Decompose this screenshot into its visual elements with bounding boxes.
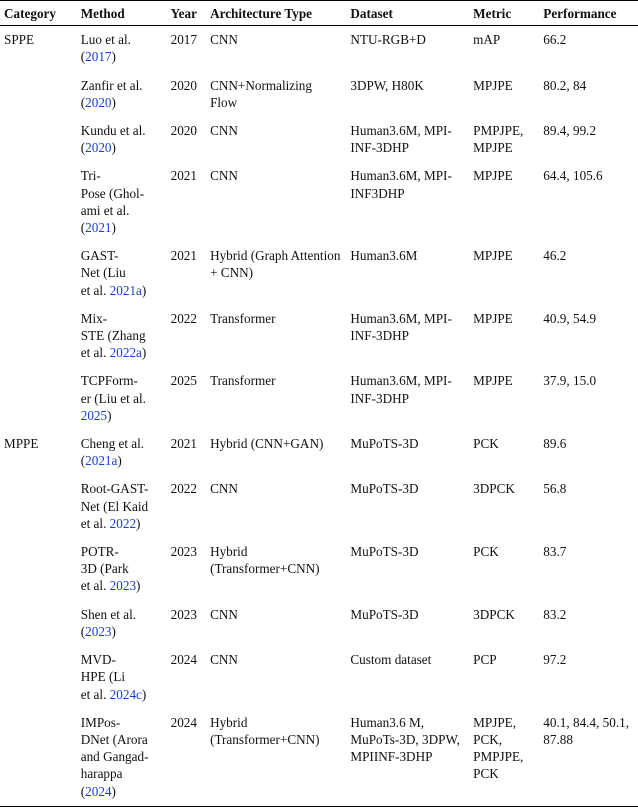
method-line: er (Liu et al. <box>80 390 146 406</box>
citation-line <box>81 139 163 156</box>
citation-line <box>81 623 163 640</box>
citation-paren: ) <box>136 578 141 594</box>
method-line: Cheng et al. <box>80 436 145 452</box>
citation-link[interactable]: 2021 <box>85 220 112 236</box>
cell-dataset: Human3.6M, MPI-INF3DHP <box>350 168 452 201</box>
citation-line <box>81 686 163 703</box>
cell-dataset: Human3.6M, MPI-INF-3DHP <box>350 123 452 156</box>
citation-line <box>81 452 163 469</box>
method-line: Kundu et al. <box>80 123 146 139</box>
cell-architecture: CNN <box>210 481 238 497</box>
table-row <box>0 367 638 430</box>
cell-year: 2022 <box>170 481 197 497</box>
citation-etal: et al. <box>80 282 110 298</box>
cell-dataset: MuPoTS-3D <box>350 606 419 622</box>
cell-year: 2023 <box>170 606 197 622</box>
header-method: Method <box>80 6 125 21</box>
citation-paren: ) <box>111 623 116 639</box>
cell-performance: 56.8 <box>543 481 567 497</box>
citation-line <box>81 94 163 111</box>
cell-metric: MPJPE <box>473 77 513 93</box>
cell-method <box>77 72 167 117</box>
cell-method <box>77 367 167 430</box>
cell-year: 2021 <box>170 248 197 264</box>
cell-performance: 40.9, 54.9 <box>543 310 597 326</box>
citation-link[interactable]: 2025 <box>80 407 108 423</box>
cell-year: 2017 <box>170 32 197 48</box>
cell-year: 2020 <box>170 77 197 93</box>
citation-paren: ( <box>80 220 86 236</box>
citation-paren: ( <box>80 453 86 469</box>
cell-dataset: NTU-RGB+D <box>350 32 426 48</box>
citation-line <box>81 407 163 424</box>
table-row <box>0 162 638 242</box>
header-year: Year <box>170 6 197 21</box>
header-performance: Performance <box>543 6 617 21</box>
cell-category <box>0 162 77 242</box>
header-category: Category <box>4 6 56 21</box>
cell-architecture: CNN <box>210 168 238 184</box>
cell-method <box>77 538 167 601</box>
method-line: Mix- <box>80 310 108 326</box>
citation-paren: ) <box>111 49 116 65</box>
method-line: TCPForm- <box>80 373 138 389</box>
cell-performance: 89.6 <box>543 436 567 452</box>
citation-link[interactable]: 2021a <box>85 453 118 469</box>
cell-method <box>77 242 167 305</box>
cell-architecture: CNN <box>210 652 238 668</box>
citation-etal: et al. <box>80 578 110 594</box>
table-row <box>0 538 638 601</box>
citation-line <box>81 577 163 594</box>
cell-year: 2022 <box>170 310 197 326</box>
citation-link[interactable]: 2022 <box>109 515 137 531</box>
cell-dataset: MuPoTS-3D <box>350 544 419 560</box>
cell-architecture: Hybrid (Graph Attention + CNN) <box>210 248 341 281</box>
method-line: MVD- <box>80 652 116 668</box>
table-row <box>0 709 638 807</box>
cell-performance: 97.2 <box>543 652 567 668</box>
citation-paren: ( <box>80 49 86 65</box>
cell-performance: 80.2, 84 <box>543 77 587 93</box>
header-architecture: Architecture Type <box>210 6 312 21</box>
table-row <box>0 601 638 646</box>
cell-year: 2023 <box>170 544 197 560</box>
cell-category <box>0 242 77 305</box>
cell-method <box>77 117 167 162</box>
citation-paren: ) <box>141 282 147 298</box>
cell-method <box>77 26 167 72</box>
table-header-row <box>0 1 638 26</box>
cell-architecture: Transformer <box>210 373 276 389</box>
cell-architecture: Hybrid (CNN+GAN) <box>210 436 324 452</box>
cell-architecture: Hybrid (Transformer+CNN) <box>210 544 320 577</box>
citation-line <box>81 48 163 65</box>
cell-metric: MPJPE, PCK, PMPJPE, PCK <box>473 714 524 782</box>
citation-paren: ) <box>111 140 116 156</box>
cell-category: MPPE <box>4 436 39 452</box>
cell-metric: MPJPE <box>473 168 513 184</box>
cell-category <box>0 72 77 117</box>
cell-method <box>77 430 167 475</box>
citation-paren: ) <box>107 407 112 423</box>
cell-performance: 46.2 <box>543 248 567 264</box>
method-line: POTR- <box>80 544 119 560</box>
citation-line <box>81 344 163 361</box>
citation-line <box>81 783 163 800</box>
table-row <box>0 26 638 72</box>
table-row <box>0 242 638 305</box>
cell-category <box>0 601 77 646</box>
cell-category <box>0 538 77 601</box>
cell-category <box>0 475 77 538</box>
cell-metric: MPJPE <box>473 373 513 389</box>
cell-category: SPPE <box>4 32 35 48</box>
table-row <box>0 475 638 538</box>
cell-dataset: Human3.6M, MPI-INF-3DHP <box>350 310 452 344</box>
citation-paren: ) <box>111 783 116 799</box>
citation-etal: et al. <box>80 686 110 702</box>
cell-metric: mAP <box>473 32 501 48</box>
cell-metric: MPJPE <box>473 310 513 326</box>
method-line: GAST- <box>80 248 119 264</box>
citation-paren: ) <box>141 686 147 702</box>
citation-paren: ) <box>117 453 122 469</box>
citation-link[interactable]: 2020 <box>85 94 112 110</box>
cell-performance: 40.1, 84.4, 50.1, 87.88 <box>543 714 630 747</box>
citation-link[interactable]: 2024 <box>85 783 112 799</box>
cell-metric: PCK <box>473 436 499 452</box>
cell-dataset: Custom dataset <box>350 652 432 668</box>
method-line: Net (Liu <box>80 265 126 281</box>
cell-performance: 83.7 <box>543 544 567 560</box>
citation-paren: ( <box>80 94 86 110</box>
cell-performance: 64.4, 105.6 <box>543 168 603 184</box>
cell-metric: PCK <box>473 544 499 560</box>
table-row <box>0 117 638 162</box>
cell-architecture: Transformer <box>210 310 276 326</box>
cell-method <box>77 305 167 368</box>
citation-paren: ( <box>80 783 86 799</box>
method-line: Tri- <box>80 168 101 184</box>
cell-category <box>0 646 77 709</box>
citation-paren: ) <box>111 220 116 236</box>
citation-paren: ) <box>136 515 141 531</box>
cell-dataset: 3DPW, H80K <box>350 77 424 93</box>
citation-line <box>81 282 163 299</box>
cell-dataset: MuPoTS-3D <box>350 481 419 497</box>
method-line: Shen et al. <box>80 606 137 622</box>
cell-architecture: CNN <box>210 606 238 622</box>
citation-paren: ) <box>111 94 116 110</box>
method-line: Pose (Ghol- <box>80 185 145 201</box>
cell-method <box>77 709 167 807</box>
cell-year: 2020 <box>170 123 197 139</box>
method-line: Luo et al. <box>80 32 131 48</box>
citation-etal: et al. <box>80 515 110 531</box>
citation-link[interactable]: 2023 <box>109 578 137 594</box>
cell-category <box>0 305 77 368</box>
cell-architecture: CNN <box>210 32 238 48</box>
method-line: Zanfir et al. <box>80 77 143 93</box>
cell-year: 2024 <box>170 652 197 668</box>
citation-paren: ( <box>80 623 86 639</box>
method-line: IMPos- <box>80 714 121 730</box>
method-line: and Gangad- <box>80 749 149 765</box>
cell-year: 2024 <box>170 714 197 730</box>
cell-dataset: MuPoTS-3D <box>350 436 419 452</box>
cell-metric: MPJPE <box>473 248 513 264</box>
cell-category <box>0 367 77 430</box>
cell-dataset: Human3.6M <box>350 248 418 264</box>
table-body <box>0 26 638 807</box>
cell-performance: 37.9, 15.0 <box>543 373 597 389</box>
citation-link[interactable]: 2023 <box>85 623 112 639</box>
cell-method <box>77 601 167 646</box>
cell-architecture: CNN <box>210 123 238 139</box>
cell-metric: PMPJPE, MPJPE <box>473 123 524 156</box>
citation-link[interactable]: 2017 <box>85 49 112 65</box>
cell-category <box>0 117 77 162</box>
citation-link[interactable]: 2022a <box>109 345 142 361</box>
cell-category <box>0 709 77 807</box>
cell-year: 2021 <box>170 436 197 452</box>
cell-method <box>77 646 167 709</box>
citation-link[interactable]: 2020 <box>85 140 112 156</box>
header-metric: Metric <box>473 6 512 21</box>
cell-metric: 3DPCK <box>473 606 515 622</box>
citation-paren: ( <box>80 140 86 156</box>
method-line: ami et al. <box>80 202 130 218</box>
cell-metric: 3DPCK <box>473 481 515 497</box>
method-line: 3D (Park <box>80 561 129 577</box>
cell-year: 2025 <box>170 373 197 389</box>
citation-line <box>81 515 163 532</box>
cell-performance: 66.2 <box>543 32 567 48</box>
citation-etal: et al. <box>80 345 110 361</box>
cell-performance: 83.2 <box>543 606 567 622</box>
header-dataset: Dataset <box>350 6 393 21</box>
cell-architecture: Hybrid (Transformer+CNN) <box>210 714 320 747</box>
table-row <box>0 430 638 475</box>
cell-method <box>77 475 167 538</box>
method-line: HPE (Li <box>80 669 126 685</box>
table-row <box>0 646 638 709</box>
cell-architecture: CNN+Normalizing Flow <box>210 77 312 110</box>
cell-performance: 89.4, 99.2 <box>543 123 597 139</box>
citation-link[interactable]: 2024c <box>109 686 142 702</box>
citation-link[interactable]: 2021a <box>109 282 142 298</box>
table-row <box>0 305 638 368</box>
method-line: STE (Zhang <box>80 328 146 344</box>
method-line: DNet (Arora <box>80 731 148 747</box>
cell-dataset: Human3.6 M, MuPoTs-3D, 3DPW, MPIINF-3DHP <box>350 714 460 765</box>
cell-method <box>77 162 167 242</box>
method-line: harappa <box>80 766 123 782</box>
cell-metric: PCP <box>473 652 497 668</box>
cell-year: 2021 <box>170 168 197 184</box>
method-line: Root-GAST- <box>80 481 149 497</box>
citation-line <box>81 219 163 236</box>
table-row <box>0 72 638 117</box>
citation-paren: ) <box>141 345 147 361</box>
cell-dataset: Human3.6M, MPI-INF-3DHP <box>350 373 452 406</box>
method-line: Net (El Kaid <box>80 498 149 514</box>
